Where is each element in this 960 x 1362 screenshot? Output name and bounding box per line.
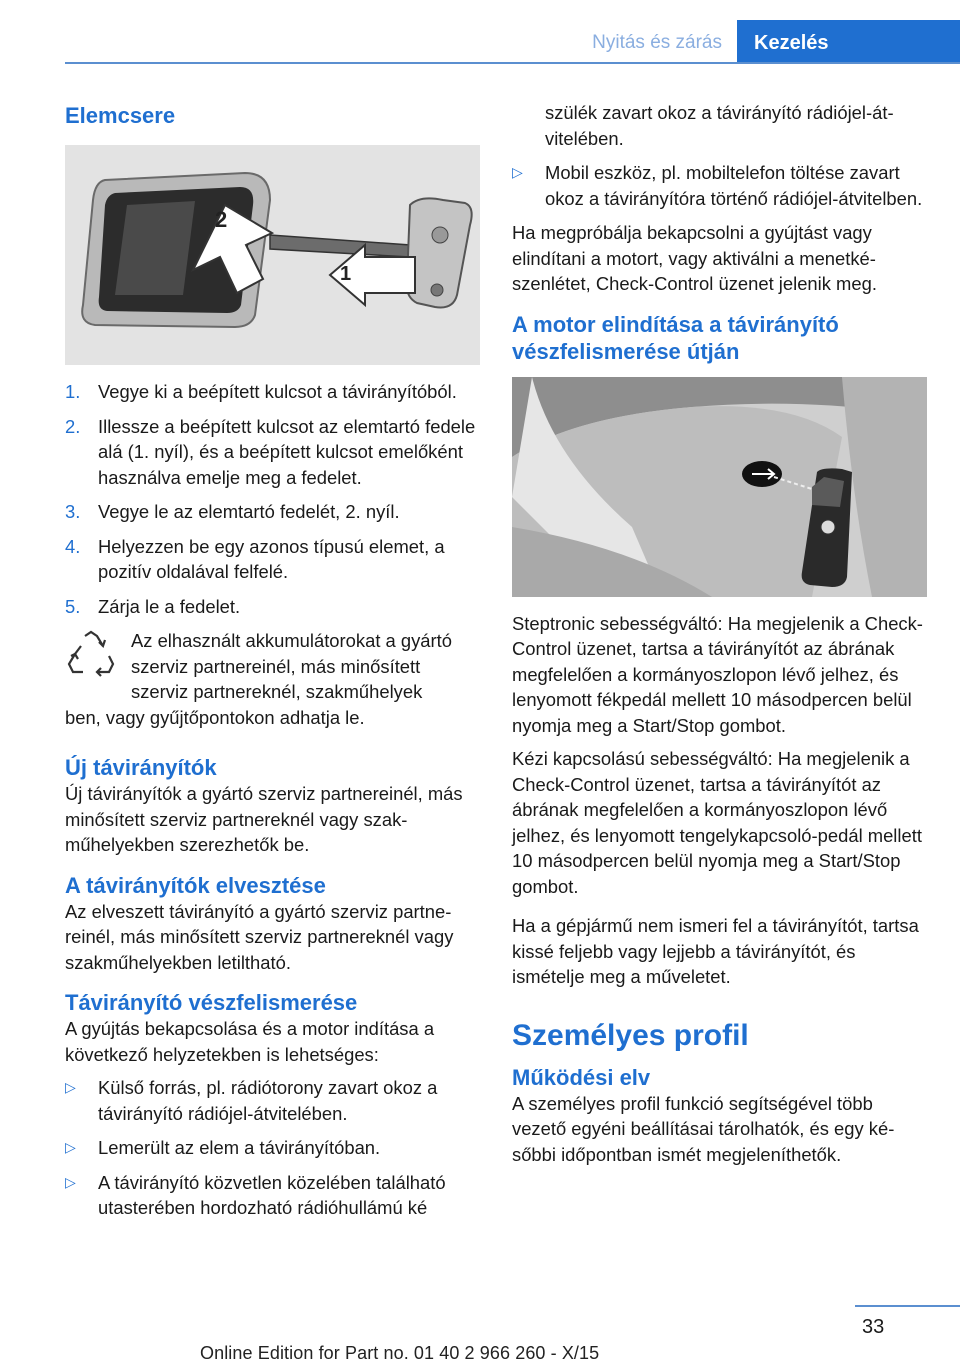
interference-list [65, 1075, 480, 1221]
key-battery-illustration [65, 145, 480, 365]
key-battery-figure [65, 145, 480, 365]
right-column [512, 100, 927, 1167]
list-item: 4. Helyezzen be egy azonos típusú elemet, a pozitív oldalával felfelé. [65, 535, 445, 582]
bullet-triangle-icon: ▷ [65, 1139, 76, 1155]
manual-gearbox-text: Kézi kapcsolású sebességváltó: Ha megjelenik a Check-Control üzenet, tartsa a távirányítót az ábrának megfelelően a kormányoszlopon lévő jelhez, és lenyomott tengelykapcsoló-pedál mellett 10 másodpercen belül nyomja meg a Start/Stop gombot. [512, 748, 922, 897]
recycle-text-cont: ben, vagy gyűjtőpontokon adhatja le. [65, 706, 365, 728]
arrow-label-2: 2 [215, 207, 228, 232]
interference-list-cont [512, 100, 927, 211]
bullet-triangle-icon: ▷ [512, 164, 523, 180]
footer-rule [855, 1305, 960, 1307]
new-remotes-title: Új távirányítók [65, 755, 217, 780]
recycle-note [65, 628, 480, 730]
list-item: ▷ Mobil eszköz, pl. mobiltelefon töltése zavart okoz a távirányítóra történő rádiójel-átvitelben. [512, 162, 923, 209]
motor-start-title: A motor elindítása a távirányító vészfelismerése útján [512, 311, 839, 364]
list-item: 5. Zárja le a fedelet. [65, 595, 241, 617]
steering-column-figure [512, 377, 927, 597]
principle-title: Működési elv [512, 1064, 651, 1090]
list-item: ▷ Lemerült az elem a távirányítóban. [65, 1135, 480, 1161]
list-item: 1. Vegye ki a beépített kulcsot a távirányítóból. [65, 381, 457, 402]
list-item: 2. Illessze a beépített kulcsot az elemtartó fedele alá (1. nyíl), és a beépített kulcsot emelőként használva emelje meg a fedelet. [65, 415, 476, 488]
header-rule [65, 62, 960, 64]
bullet-triangle-icon: ▷ [65, 1173, 76, 1190]
list-item: 3. Vegye le az elemtartó fedelét, 2. nyíl. [65, 501, 400, 522]
recycle-text: Az elhasznált akkumulátorokat a gyártó szerviz partnereinél, más minősített szerviz partnereknél, szakműhelyek [131, 630, 452, 702]
personal-profile-title: Személyes profil [512, 1018, 749, 1052]
battery-steps-list [65, 379, 480, 619]
steering-column-illustration [512, 377, 927, 597]
check-control-text: Ha megpróbálja bekapcsolni a gyújtást vagy elindítani a motort, vagy aktiválni a menetkészenlétet, Check-Control üzenet jelenik meg. [512, 222, 877, 294]
steptronic-text: Steptronic sebességváltó: Ha megjelenik a Check-Control üzenet, tartsa a távirányítót az ábrának megfelelően a kormányoszlopon lévő jelhez, és lenyomott fékpedál mellett 10 másodpercen belül nyomja meg a Start/Stop gombot. [512, 612, 923, 736]
arrow-label-1: 1 [340, 263, 352, 285]
list-item: ▷ Külső forrás, pl. rádiótorony zavart okoz a távirányító rádiójel-átvitelében. [65, 1077, 438, 1124]
footer-edition: Online Edition for Part no. 01 40 2 966 260 - X/15 [200, 1343, 600, 1362]
recycle-icon [65, 628, 131, 705]
hold-key-text: Ha a gépjármű nem ismeri fel a távirányítót, tartsa kissé feljebb vagy lejjebb a távirányítót, és ismételje meg a műveletet. [512, 915, 919, 987]
lost-remotes-title: A távirányítók elvesztése [65, 872, 326, 898]
page-number: 33 [862, 1316, 885, 1338]
list-item: szülék zavart okoz a távirányító rádiójel-átvitelében. [545, 102, 894, 149]
list-item: ▷ A távirányító közvetlen közelében található utasterében hordozható rádióhullámú ké [65, 1171, 446, 1218]
bullet-triangle-icon: ▷ [65, 1079, 76, 1095]
new-remotes-text: Új távirányítók a gyártó szerviz partnereinél, más minősített szerviz partnereknél vagy szakműhelyekben szerezhetők be. [65, 783, 463, 855]
header-chapter-tab: Kezelés [737, 20, 960, 62]
left-column [65, 100, 480, 1230]
battery-title: Elemcsere [65, 103, 176, 128]
lost-remotes-text: Az elveszett távirányító a gyártó szerviz partnereinél, más minősített szerviz partnereknél vagy szakműhelyekben letiltható. [65, 900, 454, 973]
header-section-title: Nyitás és zárás [592, 32, 722, 53]
emergency-detection-title: Távirányító vészfelismerése [65, 990, 358, 1015]
principle-text: A személyes profil funkció segítségével több vezető egyéni beállításai tárolhatók, és egy későbbi időpontban ismét megjeleníthetők. [512, 1092, 895, 1165]
emergency-detection-text: A gyújtás bekapcsolása és a motor indítása a következő helyzetekben is lehetséges: [65, 1018, 435, 1065]
